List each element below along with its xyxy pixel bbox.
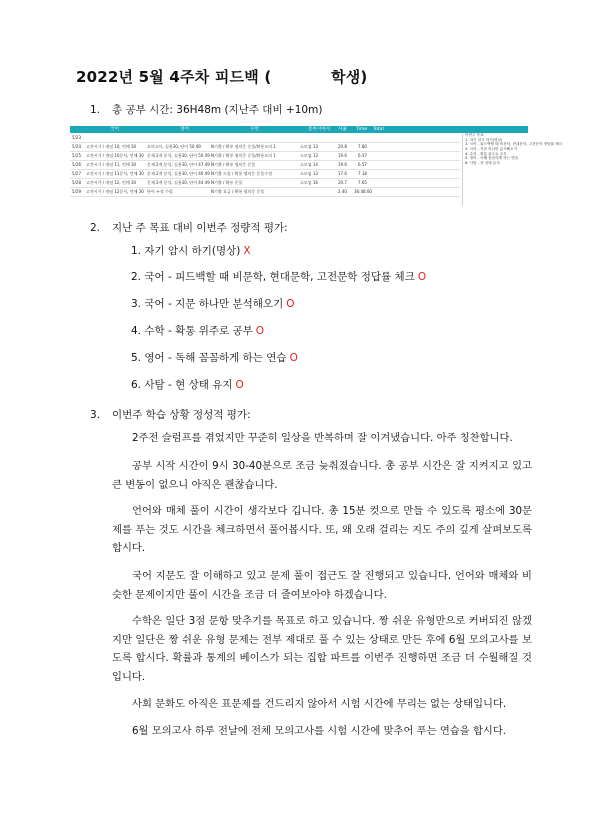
note-line: 이번주 목표 (465, 133, 484, 137)
row-korean: 고전시가 / 개념 10, 언매 30 (86, 144, 137, 149)
row-date: 5/28 (72, 180, 81, 185)
header-korean: 국어 (110, 126, 119, 132)
row-korean: 고전시가 / 개념 12, 언매 30 (86, 180, 137, 185)
table-header (70, 126, 528, 133)
row-english: 단어 누적 수업 (147, 189, 173, 194)
row-korean: 고전시가 / 개념 11문서, 언매 30 (86, 171, 144, 176)
table-row (70, 179, 460, 188)
goal-text: 1. 자기 암시 하기(명상) (131, 245, 241, 257)
goal-mark: X (243, 245, 251, 257)
row-date: 5/26 (72, 162, 81, 167)
qualitative-eval-heading (90, 407, 251, 422)
row-math: N기출 / 확통 명의응 문풀/확통모의 1 (211, 144, 276, 149)
eval-paragraph: 사회 문화도 아직은 표문제를 건드리지 않아서 시험 시간에 무리는 없는 상태입니다. (132, 698, 507, 710)
note-line: 4. 수학 - 확통 위주로 공부 (465, 151, 507, 156)
row-date: 5/29 (72, 189, 81, 194)
section-number: 3. (90, 409, 101, 421)
header-math: 수학 (250, 126, 259, 132)
note-line: 5. 영어 - 독해 꼼꼼하게 하는 연습 (465, 156, 519, 161)
table-row (70, 188, 460, 197)
row-date: 5/23 (72, 135, 81, 140)
table-row (70, 152, 460, 161)
row-etc: 소모임 16 (300, 180, 318, 185)
row-math: N기출 요금 / 확통 명의응 문풀 (211, 189, 265, 194)
goal-mark: O (286, 298, 295, 310)
row-time: 19.6 (338, 162, 347, 167)
goal-item (131, 269, 426, 284)
row-time: 20.8 (338, 144, 347, 149)
row-time: 19.6 (338, 153, 347, 158)
header-english: 영어 (180, 126, 189, 132)
header-time: Time (356, 126, 368, 132)
table-row (70, 161, 460, 170)
note-line: 6. 사탐 - 현 상태 유지 (465, 161, 500, 166)
row-time: 17.6 (338, 171, 347, 176)
row-english: 모의고사, 실용30, 단어 50 49 (147, 144, 201, 149)
section-text: 지난 주 목표 대비 이번주 정량적 평가: (112, 222, 288, 234)
goal-mark: O (255, 325, 265, 337)
row-math: N기출 / 확통 명의응 문풀/확통모의 1 (211, 153, 276, 158)
row-etc: 소모임 14 (300, 162, 318, 167)
page-title: 2022년 5월 4주차 피드백 ( 학생) (76, 68, 368, 86)
row-etc: 소모임 13 (300, 153, 318, 158)
row-math: N기출 / 확통 명의응 문풀 (211, 162, 256, 167)
section-number: 2. (90, 222, 101, 234)
eval-paragraph: 언어와 매체 풀이 시간이 생각보다 깁니다. 총 15분 컷으로 만들 수 있도록 평소에 30문제를 푸는 것도 시간을 체크하면서 풀어봅시다. 또, 왜 오래 걸리는 지도 주의 깊게 살펴보도록 합시다. (112, 505, 532, 554)
eval-paragraph: 수학은 일단 3점 문항 맞추기를 목표로 하고 있습니다. 짱 쉬운 유형만으로 커버되진 않겠지만 일단은 짱 쉬운 유형 문제는 전부 제대로 풀 수 있는 상태로 만든 후에 6월 모의고사를 보도록 합시다. 확률과 통계의 베이스가 되는 집합 파트를 이번주 진행하면 조금 더 수월해질 것입니다. (112, 615, 532, 683)
section-text: 이번주 학습 상황 정성적 평가: (112, 409, 251, 421)
goal-item (131, 323, 264, 338)
eval-paragraph: 2주전 슬럼프를 겪었지만 꾸준히 일상을 반복하며 잘 이겨냈습니다. 아주 칭찬합니다. (132, 432, 513, 444)
goal-mark: O (417, 271, 427, 283)
row-total: 6.37 (358, 153, 367, 158)
header-simul: 시뮬 (338, 126, 347, 132)
row-etc: 소모임 13 (300, 144, 318, 149)
total-study-time (90, 102, 322, 117)
row-date: 5/24 (72, 144, 81, 149)
row-date: 5/25 (72, 153, 81, 158)
goal-text: 5. 영어 - 독해 꼼꼼하게 하는 연습 (131, 352, 287, 364)
quantitative-eval-heading (90, 220, 288, 235)
row-english: 문제 2개 분석, 실용30, 단어 47 49 (147, 162, 210, 167)
row-etc: 소모임 13 (300, 171, 318, 176)
goal-mark: O (289, 352, 298, 364)
eval-paragraph: 공부 시작 시간이 9시 30-40분으로 조금 늦춰졌습니다. 총 공부 시간은 잘 지켜지고 있고 큰 변동이 없으니 아직은 괜찮습니다. (112, 460, 532, 491)
goal-text: 4. 수학 - 확통 위주로 공부 (131, 325, 253, 337)
row-english: 문제 2개 분석, 실용30, 단어 46 49 (147, 171, 210, 176)
eval-paragraph: 국어 지문도 잘 이해하고 있고 문제 풀이 접근도 잘 진행되고 있습니다. 언어와 매체와 비슷한 문제이지만 풀이 시간을 조금 더 줄여보아야 하겠습니다. (112, 570, 532, 601)
row-korean: 고전시가 / 개념 11, 언매 30 (86, 162, 137, 167)
row-total: 6.57 (358, 162, 367, 167)
row-total: 7.80 (358, 144, 367, 149)
section-text: 총 공부 시간: 36H48m (지난주 대비 +10m) (112, 104, 323, 116)
goal-text: 2. 국어 - 피드백할 때 비문학, 현대문학, 고전문학 정답률 체크 (131, 271, 415, 283)
goal-item (131, 350, 298, 365)
row-english: 문제 2개 분석, 실용30, 단어 50 49 (147, 153, 210, 158)
weekly-goal-notes (462, 133, 563, 206)
row-total: 36:48:00 (354, 189, 372, 194)
table-row (70, 134, 460, 143)
row-korean: 고전시가 / 개념 10문서, 언매 30 (86, 153, 144, 158)
header-total: Total (373, 126, 384, 132)
eval-paragraph: 6월 모의고사 하루 전날에 전체 모의고사를 시험 시간에 맞추어 푸는 연습을 합시다. (132, 725, 507, 737)
note-line: 2. 국어 - 피드백할 때 비문학, 현대문학, 고전문학 정답률 체크 (465, 142, 563, 147)
row-total: 7.18 (358, 171, 367, 176)
row-total: 7.65 (358, 180, 367, 185)
header-social: 통마시마사 (308, 126, 331, 132)
row-time: 2.40 (338, 189, 347, 194)
row-math: N기출 드림 / 확통 명의응 문풀수정 (211, 171, 272, 176)
study-log-table (70, 126, 563, 208)
goal-item (131, 377, 244, 392)
row-date: 5/27 (72, 171, 81, 176)
note-line: 1. 자기 암시 하기(명상) (465, 137, 503, 142)
goal-text: 6. 사탐 - 현 상태 유지 (131, 379, 233, 391)
note-line: 3. 국어 - 지문 하나만 분석해오기 (465, 147, 518, 152)
goal-mark: O (235, 379, 244, 391)
row-math: N기출 / 확통 문풀 (211, 180, 243, 185)
goal-text: 3. 국어 - 지문 하나만 분석해오기 (131, 298, 284, 310)
row-time: 20.7 (338, 180, 347, 185)
row-english: 문제 2개 분석, 실용30, 단어 44 49 (147, 180, 210, 185)
section-number: 1. (90, 104, 101, 116)
goal-item (131, 243, 251, 258)
table-row (70, 143, 460, 152)
goal-item (131, 296, 294, 311)
table-row (70, 170, 460, 179)
row-korean: 고전시가 / 개념 12문서, 언매 30 (86, 189, 144, 194)
